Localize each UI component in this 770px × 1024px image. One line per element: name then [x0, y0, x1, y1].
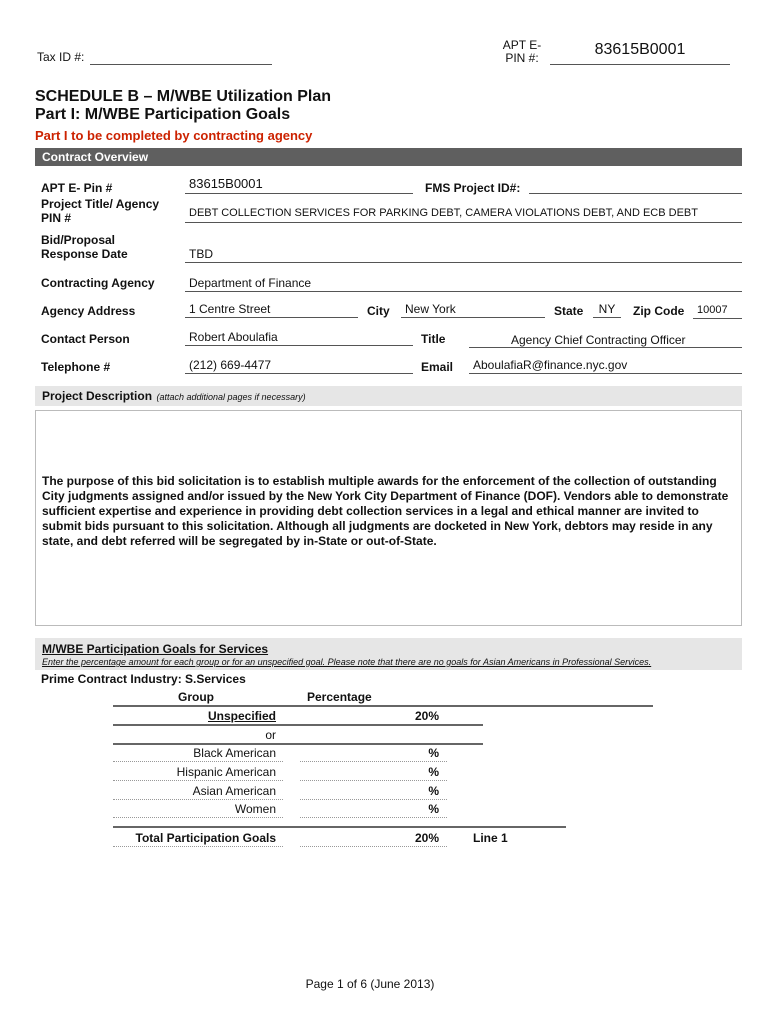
row-divider — [113, 761, 283, 762]
row-divider — [300, 846, 447, 847]
total-value[interactable]: 20% — [414, 831, 439, 845]
page-title: SCHEDULE B – M/WBE Utilization Plan — [35, 88, 332, 105]
group-black-american: Black American — [193, 746, 276, 760]
project-title-label-2: PIN # — [41, 211, 72, 225]
project-description-bar — [35, 386, 742, 406]
total-rule — [113, 826, 566, 828]
or-label: or — [265, 728, 276, 742]
project-description-label: Project Description — [42, 389, 153, 403]
row-divider — [113, 817, 283, 818]
zip-label: Zip Code — [633, 304, 685, 318]
title-label: Title — [421, 332, 446, 346]
apt-label-line2: PIN #: — [505, 51, 539, 65]
or-rule — [113, 743, 483, 745]
state-label: State — [554, 304, 584, 318]
total-label: Total Participation Goals — [135, 831, 276, 845]
fms-input[interactable] — [529, 176, 742, 194]
contact-label: Contact Person — [41, 332, 130, 346]
tax-id-field[interactable] — [90, 48, 272, 65]
group-hispanic-american: Hispanic American — [176, 765, 276, 779]
row-divider — [113, 780, 283, 781]
project-title-input[interactable]: DEBT COLLECTION SERVICES FOR PARKING DEBT, CAMERA VIOLATIONS DEBT, AND ECB DEBT — [185, 207, 742, 223]
apt-pin-label: APT E- Pin # — [41, 181, 113, 195]
apt-pin-field[interactable]: 83615B0001 — [550, 41, 730, 65]
email-input[interactable]: AboulafiaR@finance.nyc.gov — [469, 358, 742, 374]
goals-instructions: Enter the percentage amount for each group or for an unspecified goal. Please note that there are no goals for Asian Americans in Professional Services. — [42, 657, 652, 667]
bid-label-1: Bid/Proposal — [41, 233, 116, 247]
value-women[interactable]: % — [428, 802, 439, 816]
zip-input[interactable]: 10007 — [693, 302, 742, 319]
row-divider — [113, 799, 283, 800]
group-header: Group — [178, 690, 214, 704]
apt-label-line1: APT E- — [502, 38, 542, 52]
page-subtitle: Part I: M/WBE Participation Goals — [35, 106, 291, 123]
table-top-rule — [113, 705, 653, 707]
prime-industry: Prime Contract Industry: S.Services — [41, 672, 246, 686]
address-label: Agency Address — [41, 304, 136, 318]
goals-heading: M/WBE Participation Goals for Services — [42, 642, 269, 656]
project-description-box[interactable] — [35, 410, 742, 626]
page-footer: Page 1 of 6 (June 2013) — [305, 977, 435, 991]
group-asian-american: Asian American — [192, 784, 276, 798]
percentage-header: Percentage — [307, 690, 372, 704]
unspecified-rule — [113, 724, 483, 726]
value-asian-american[interactable]: % — [428, 784, 439, 798]
line-label: Line 1 — [473, 831, 508, 845]
unspecified-value[interactable]: 20% — [414, 709, 439, 723]
unspecified-label: Unspecified — [207, 709, 276, 723]
bid-date-input[interactable]: TBD — [185, 247, 742, 263]
phone-label: Telephone # — [41, 360, 111, 374]
value-black-american[interactable]: % — [428, 746, 439, 760]
phone-input[interactable]: (212) 669-4477 — [185, 358, 413, 374]
title-input[interactable]: Agency Chief Contracting Officer — [469, 330, 742, 348]
value-hispanic-american[interactable]: % — [428, 765, 439, 779]
goals-bar — [35, 638, 742, 670]
row-divider — [300, 761, 447, 762]
email-label: Email — [421, 360, 454, 374]
fms-label: FMS Project ID#: — [425, 181, 521, 195]
row-divider — [113, 846, 283, 847]
address-input[interactable]: 1 Centre Street — [185, 302, 358, 318]
agency-label: Contracting Agency — [41, 276, 155, 290]
group-women: Women — [234, 802, 276, 816]
row-divider — [300, 799, 447, 800]
city-input[interactable]: New York — [401, 302, 545, 318]
apt-pin-input[interactable]: 83615B0001 — [185, 176, 413, 194]
project-description-note: (attach additional pages if necessary) — [156, 392, 306, 402]
bid-label-2: Response Date — [41, 247, 128, 261]
project-description-text: The purpose of this bid solicitation is to establish multiple awards for the enforcement of the collection of outstanding City judgments assigned and/or issued by the New York City Department of Finance (DOF). Vendors able to demonstrate sufficient expertise and experience in providing debt collection services in a legal and ethical manner are invited to submit bids pursuant to this solicitation. Although all judgments are docketed in New York, debtors may reside in any state, and debt referred will be segregated by in-State or out-of-State. — [42, 474, 729, 548]
completion-note: Part I to be completed by contracting agency — [35, 128, 313, 143]
agency-input[interactable]: Department of Finance — [185, 276, 742, 292]
row-divider — [300, 780, 447, 781]
contact-input[interactable]: Robert Aboulafia — [185, 330, 413, 346]
row-divider — [300, 817, 447, 818]
state-input[interactable]: NY — [593, 302, 621, 318]
contract-overview-bar: Contract Overview — [35, 148, 742, 166]
project-title-label-1: Project Title/ Agency — [41, 197, 160, 211]
city-label: City — [367, 304, 390, 318]
tax-id-label: Tax ID #: — [37, 50, 85, 64]
